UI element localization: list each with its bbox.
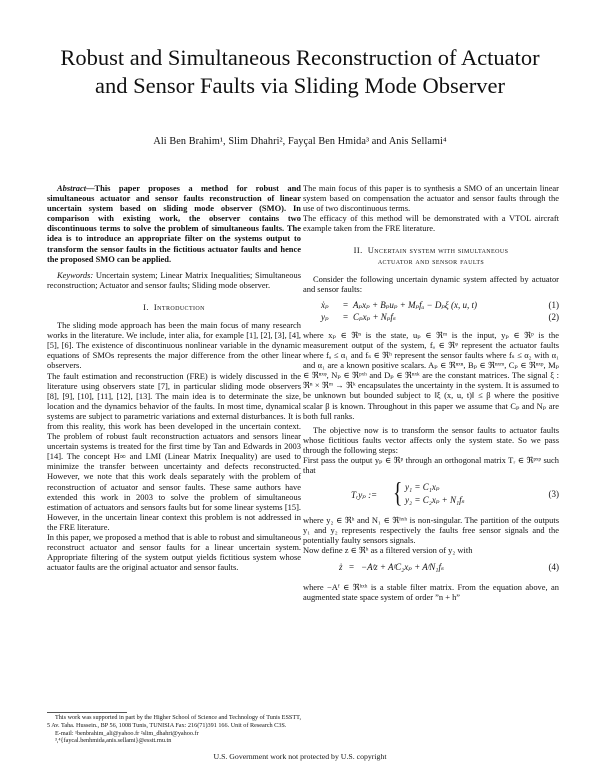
eq1-lhs: ẋₚ <box>321 299 329 310</box>
abstract-text: —This paper proposes a method for robust and simultaneous actuator and sensor faults reconstruction of linear uncertain system based on sliding mode observer (SMO). In comparison with existing work, the observer contains two discontinuous terms to solve the problem of simultaneous faults. The idea is to introduce an appropriate filter on the systems output to transform the sensor faults in the fictitious actuator faults and hence the proposed SMO can be applied. <box>47 183 301 264</box>
eq1-rhs: Aₚxₚ + Bₚuₚ + Mₚfₐ − Dₚξ (x, u, t) <box>353 299 478 310</box>
equation-1 <box>303 300 559 312</box>
eq4-number: (4) <box>548 561 559 572</box>
right-column <box>303 183 559 602</box>
eq2-number: (2) <box>548 311 559 322</box>
eq4-lhs: ż <box>339 561 343 572</box>
eq1-number: (1) <box>548 299 559 310</box>
sec2-paragraph-5: where y₂ ∈ ℜʰ and N₁ ∈ ℜʰˣʰ is non-singular. The partition of the outputs y₁ and y₂ represents respectively the faults free sensor signals and the potentially faulty sensors signals. <box>303 515 559 546</box>
section-title-line-1: Uncertain system with simultaneous <box>367 245 509 256</box>
left-column <box>47 183 301 572</box>
abstract-label: Abstract <box>57 183 87 193</box>
sec2-paragraph-1: Consider the following uncertain dynamic system affected by actuator and sensor faults: <box>303 273 559 294</box>
sec2-paragraph-3: The objective now is to transform the sensor faults to actuator faults whose fictitious faults vector affects only the system state. So we pass through the following steps: <box>303 424 559 455</box>
eq3-row-1: y₁ = C₁xₚ <box>405 482 440 493</box>
author-list: Ali Ben Brahim¹, Slim Dhahri², Fayçal Ben Hmida³ and Anis Sellami⁴ <box>153 136 447 147</box>
eq3-brace: { <box>393 478 403 510</box>
title-line-2: and Sensor Faults via Sliding Mode Observer <box>95 73 505 98</box>
footnote-text: This work was supported in part by the Higher School of Science and Technology of Tunis ESSTT, 5 Av. Taha. Hussein., BP 56, 1008 Tunis, TUNISIA Fax: 216(71)391 166. Unit of Research C3S. <box>47 714 301 729</box>
right-paragraph-1: The main focus of this paper is to synthesis a SMO of an uncertain linear system based on compensation the actuator and sensor faults through the use of two discontinuous terms. <box>303 183 559 214</box>
keywords-text: Uncertain system; Linear Matrix Inequalities; Simultaneous reconstruction; Actuator and sensor faults; Sliding mode observer. <box>47 269 301 290</box>
footnote-rule <box>47 712 127 713</box>
eq4-rhs: −Aᶠz + AᶠC₂xₚ + AᶠN₁fₛ <box>361 561 444 572</box>
section-number: II. <box>353 245 363 256</box>
eq3-row-2: y₂ = C₂xₚ + N₁fₛ <box>405 495 465 506</box>
equation-2 <box>303 312 559 324</box>
equation-4 <box>303 562 559 576</box>
intro-paragraph-1: The sliding mode approach has been the main focus of many research works in the literature. We include, inter alia, for example [1], [2], [3], [4], [5], [6]. The existence of discontinuous nonlinear variable in the dynamic equations of SMOs represents the major difference from the other linear observers. <box>47 320 301 371</box>
section-heading-introduction <box>47 302 301 312</box>
footnote <box>47 714 301 745</box>
section-heading-uncertain-system <box>303 245 559 265</box>
paper-title <box>20 44 580 100</box>
eq3-lhs: Tᵣyₚ := <box>351 490 378 501</box>
section-title: Introduction <box>153 301 205 312</box>
intro-paragraph-2: The fault estimation and reconstruction (FRE) is widely discussed in the literature using observers state [7], in particular sliding mode observers [8], [9], [10], [11], [12], [13]. The main idea is to determinate the size, location and the dynamics behavior of the faults. In most time, dynamical systems are subject to parametric variations and external disturbances. It is from this reality, this work has been developed in the uncertain context. The problem of robust fault reconstruction actuators and sensors linear uncertain systems is treated for the first time by Tan and Edwards in 2003 [14]. The concept H∞ and LMI (Linear Matrix Inequality) are used to minimize the transfer between uncertainty and defects reconstructed. However, we note that this work deals separately with the problem of reconstruction of actuator and sensor faults. These same authors have extended this work in 2003 to solve the problem of simultaneous estimation of actuators and sensors faults but for some linear systems [15]. However, in the uncertain linear context this problem is not addressed in the FRE literature. <box>47 370 301 532</box>
footnote-emails-1: E-mail: ¹benbrahim_ali@yahoo.fr ²slim_dhahri@yahoo.fr <box>55 729 199 737</box>
sec2-paragraph-4: First pass the output yₚ ∈ ℜᵖ through an orthogonal matrix Tᵣ ∈ ℜᵖˣᵖ such that <box>303 454 559 476</box>
copyright-footer: U.S. Government work not protected by U.S. copyright <box>213 752 387 761</box>
equation-3 <box>303 478 559 510</box>
equation-1-2 <box>303 300 559 324</box>
eq3-number: (3) <box>548 489 559 500</box>
eq4-equals: = <box>349 561 355 572</box>
eq2-equals: = <box>343 311 349 322</box>
intro-paragraph-3: In this paper, we proposed a method that is able to robust and simultaneous reconstruct actuator and sensor faults for a linear uncertain system. Appropriate filtering of the system output yields fictitious system whose actuator faults are the original actuator and sensor faults. <box>47 532 301 573</box>
title-line-1: Robust and Simultaneous Reconstruction of Actuator <box>60 45 540 70</box>
abstract <box>47 183 301 264</box>
keywords <box>47 270 301 290</box>
sec2-paragraph-2: where xₚ ∈ ℜⁿ is the state, uₚ ∈ ℜᵐ is the input, yₚ ∈ ℜᵖ is the measurement output of the system, fₐ ∈ ℜᵠ represent the actuator faults where fₐ ≤ α₁ and fₛ ∈ ℜʰ represent the sensor faults where fₛ ≤ α₂ with α₁ and α₁ are a known positive scalars. Aₚ ∈ ℜⁿˣⁿ, Bₚ ∈ ℜⁿˣᵐ, Cₚ ∈ ℜⁿˣᵖ, Mₚ ∈ ℜⁿˣᵠ, Nₚ ∈ ℜᵖˣʰ and Dₚ ∈ ℜⁿˣᵏ are the constant matrices. The signal ξ : ℜⁿ × ℜᵐ → ℜᵏ encapsulates the uncertainty in the system. It is assumed to be unknown but bounded subject to ‖ξ (x, u, t)‖ ≤ β where the positive scalar β is known. Throughout in this paper we assume that Cₚ and Nₚ are both full ranks. <box>303 329 559 421</box>
eq2-lhs: yₚ <box>321 311 329 322</box>
keywords-label: Keywords: <box>57 269 94 280</box>
footnote-emails-2: ³,⁴{faycal.benhmida,anis.sellami}@esstt.rnu.tn <box>55 737 172 745</box>
section-title-line-2: actuator and sensor faults <box>377 255 485 266</box>
section-number: I. <box>143 301 149 312</box>
eq1-equals: = <box>343 299 349 310</box>
sec2-paragraph-7: where −Aᶠ ∈ ℜʰˣʰ is a stable filter matrix. From the equation above, an augmented state space system of order ”n + h” <box>303 581 559 602</box>
right-paragraph-2: The efficacy of this method will be demonstrated with a VTOL aircraft example taken from the FRE literature. <box>303 213 559 234</box>
sec2-paragraph-6: Now define z ∈ ℜʰ as a filtered version of y₂ with <box>303 545 473 556</box>
eq2-rhs: Cₚxₚ + Nₚfₛ <box>353 311 396 322</box>
